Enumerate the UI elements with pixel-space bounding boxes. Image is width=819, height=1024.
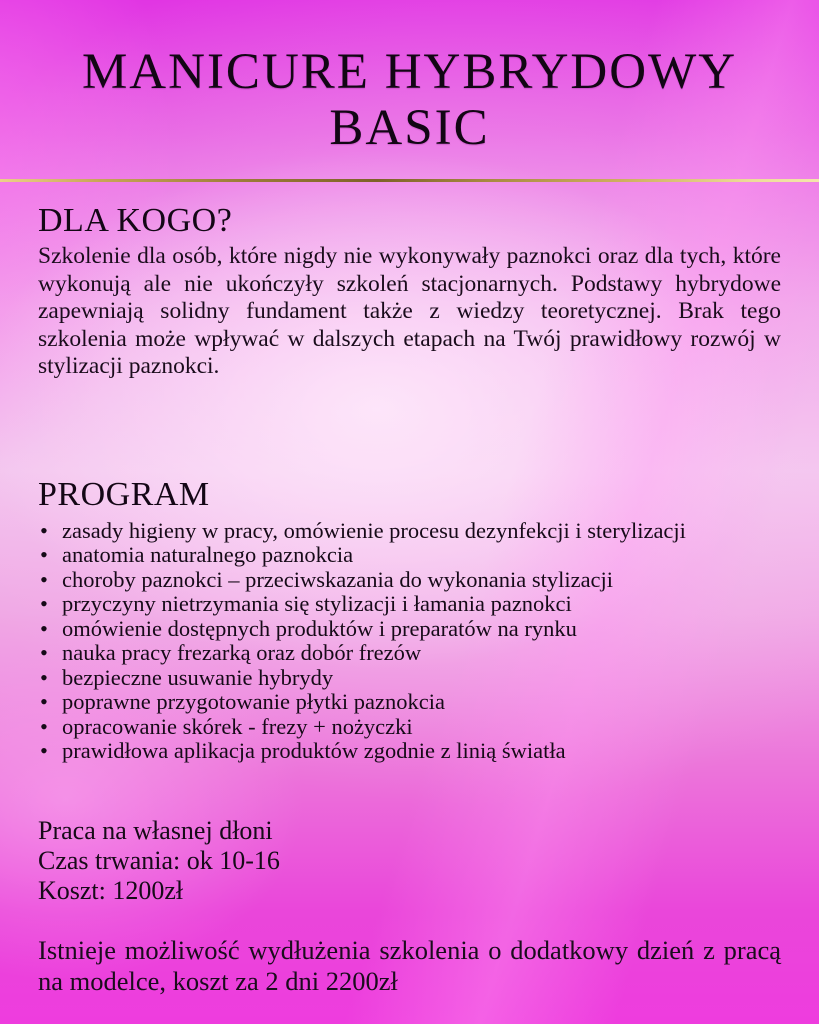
bullet-icon: • [40, 566, 48, 592]
page-title-line-2: BASIC [329, 100, 490, 156]
program-item-text: przyczyny nietrzymania się stylizacji i łamania paznokci [62, 591, 572, 616]
program-item-text: zasady higieny w pracy, omówienie procesu dezynfekcji i sterylizacji [62, 517, 686, 543]
bullet-icon: • [40, 542, 48, 567]
bullet-icon: • [40, 689, 48, 714]
section-extra-option [38, 935, 781, 997]
program-item-text: opracowanie skórek - frezy + nożyczki [62, 713, 413, 739]
detail-cost: Koszt: 1200zł [38, 875, 184, 905]
section-program [38, 476, 781, 764]
extra-option-paragraph: Istnieje możliwość wydłużenia szkolenia o dodatkowy dzień z pracą na modelce, koszt za 2 dni 2200zł [38, 934, 781, 996]
dla-kogo-heading: DLA KOGO? [38, 202, 233, 239]
program-list-item [38, 543, 781, 568]
program-list-item [38, 592, 781, 617]
program-list-item [38, 715, 781, 740]
program-list-item [38, 666, 781, 691]
page-title [0, 44, 819, 156]
bullet-icon: • [40, 615, 48, 641]
program-item-text: anatomia naturalnego paznokcia [62, 542, 354, 567]
program-item-text: prawidłowa aplikacja produktów zgodnie z linią światła [62, 738, 566, 763]
program-list-item [38, 690, 781, 715]
program-list-item [38, 568, 781, 593]
bullet-icon: • [40, 517, 48, 543]
program-item-text: choroby paznokci – przeciwskazania do wykonania stylizacji [62, 566, 614, 592]
detail-work-on-own-hand: Praca na własnej dłoni [38, 815, 273, 845]
bullet-icon: • [40, 591, 48, 616]
program-item-text: nauka pracy frezarką oraz dobór frezów [62, 640, 422, 665]
program-heading: PROGRAM [38, 475, 210, 513]
section-course-details [38, 816, 781, 906]
detail-duration: Czas trwania: ok 10-16 [38, 845, 280, 875]
program-item-text: omówienie dostępnych produktów i preparatów na rynku [62, 615, 577, 641]
bullet-icon: • [40, 713, 48, 739]
program-item-text: poprawne przygotowanie płytki paznokcia [62, 689, 445, 714]
flyer-content [0, 182, 819, 997]
bullet-icon: • [40, 664, 48, 690]
program-list [38, 519, 781, 764]
program-list-item [38, 519, 781, 544]
program-list-item [38, 617, 781, 642]
section-dla-kogo [38, 202, 781, 381]
bullet-icon: • [40, 640, 48, 665]
dla-kogo-paragraph: Szkolenie dla osób, które nigdy nie wykonywały paznokci oraz dla tych, które wykonują ale nie ukończyły szkoleń stacjonarnych. Podstawy hybrydowe zapewniają solidny fundament także z wiedzy teoretycznej. Brak tego szkolenia może wpływać w dalszych etapach na Twój prawidłowy rozwój w stylizacji paznokci. [38, 243, 781, 379]
title-block [0, 0, 819, 156]
program-list-item [38, 739, 781, 764]
bullet-icon: • [40, 738, 48, 763]
page-title-line-1: MANICURE HYBRYDOWY [81, 44, 738, 100]
program-item-text: bezpieczne usuwanie hybrydy [62, 664, 334, 690]
program-list-item [38, 641, 781, 666]
